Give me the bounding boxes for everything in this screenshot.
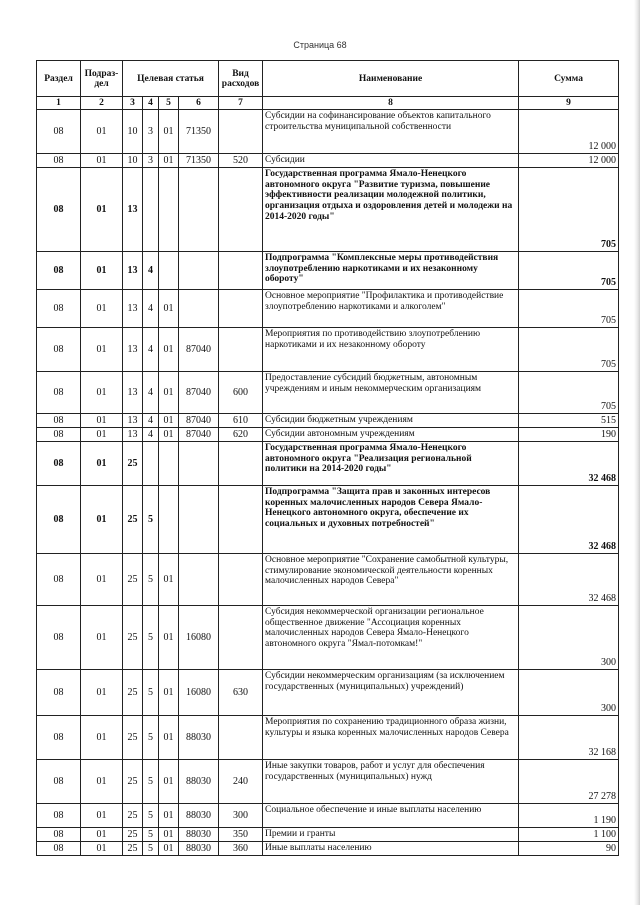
row-subprogram-code: 4: [143, 290, 159, 328]
row-subprogram-code: 4: [143, 252, 159, 290]
row-razdel: 08: [37, 804, 81, 828]
row-name: Субсидии на софинансирование объектов капитального строительства муниципальной собственности: [263, 110, 519, 154]
row-event-code: [159, 486, 179, 554]
row-sum: 1 190: [519, 804, 619, 828]
table-row: [37, 328, 619, 372]
column-number: 5: [159, 97, 179, 110]
row-name: Премии и гранты: [263, 828, 519, 842]
row-subprogram-code: 4: [143, 328, 159, 372]
row-podrazdel: 01: [81, 372, 123, 414]
row-subprogram-code: 3: [143, 110, 159, 154]
table-row: [37, 760, 619, 804]
header-sum: Сумма: [519, 61, 619, 97]
row-direction-code: 88030: [179, 716, 219, 760]
table-row: [37, 110, 619, 154]
row-razdel: 08: [37, 290, 81, 328]
row-direction-code: [179, 168, 219, 252]
row-event-code: [159, 168, 179, 252]
row-sum: 705: [519, 168, 619, 252]
row-subprogram-code: 5: [143, 760, 159, 804]
row-name: Подпрограмма "Защита прав и законных интересов коренных малочисленных народов Севера Ямало-Ненецкого автономного округа, обеспечение их социальных и духовных потребностей": [263, 486, 519, 554]
table-row: [37, 414, 619, 428]
row-direction-code: 88030: [179, 804, 219, 828]
row-razdel: 08: [37, 554, 81, 606]
row-name: Субсидии автономным учреждениям: [263, 428, 519, 442]
row-razdel: 08: [37, 328, 81, 372]
row-subprogram-code: 5: [143, 716, 159, 760]
row-sum: 705: [519, 328, 619, 372]
row-subprogram-code: 5: [143, 554, 159, 606]
row-direction-code: 71350: [179, 154, 219, 168]
row-name: Иные закупки товаров, работ и услуг для обеспечения государственных (муниципальных) нужд: [263, 760, 519, 804]
column-number: 4: [143, 97, 159, 110]
row-razdel: 08: [37, 486, 81, 554]
row-expense-type: [219, 716, 263, 760]
header-expense-type: Вид расходов: [219, 61, 263, 97]
row-name: Субсидии: [263, 154, 519, 168]
row-podrazdel: 01: [81, 716, 123, 760]
row-direction-code: 88030: [179, 760, 219, 804]
row-podrazdel: 01: [81, 110, 123, 154]
row-name: Субсидии некоммерческим организациям (за исключением государственных (муниципальных) учреждений): [263, 670, 519, 716]
row-event-code: 01: [159, 554, 179, 606]
row-razdel: 08: [37, 372, 81, 414]
row-razdel: 08: [37, 110, 81, 154]
row-razdel: 08: [37, 442, 81, 486]
row-program-code: 25: [123, 442, 143, 486]
row-name: Социальное обеспечение и иные выплаты населению: [263, 804, 519, 828]
row-direction-code: [179, 252, 219, 290]
row-expense-type: [219, 442, 263, 486]
table-row: [37, 290, 619, 328]
row-razdel: 08: [37, 716, 81, 760]
row-razdel: 08: [37, 414, 81, 428]
row-name: Субсидия некоммерческой организации региональное общественное движение "Ассоциация коренных малочисленных народов Севера Ямало-Ненецкого автономного округа "Ямал-потомкам!": [263, 606, 519, 670]
row-name: Государственная программа Ямало-Ненецкого автономного округа "Развитие туризма, повышение эффективности реализации молодежной политики, организация отдыха и оздоровления детей и молодежи на 2014-2020 годы": [263, 168, 519, 252]
row-podrazdel: 01: [81, 428, 123, 442]
row-program-code: 25: [123, 716, 143, 760]
row-podrazdel: 01: [81, 252, 123, 290]
row-name: Мероприятия по сохранению традиционного образа жизни, культуры и языка коренных малочисленных народов Севера: [263, 716, 519, 760]
row-sum: 515: [519, 414, 619, 428]
table-row: [37, 554, 619, 606]
row-podrazdel: 01: [81, 486, 123, 554]
row-sum: 705: [519, 372, 619, 414]
row-expense-type: [219, 168, 263, 252]
row-expense-type: [219, 606, 263, 670]
row-podrazdel: 01: [81, 442, 123, 486]
row-event-code: 01: [159, 110, 179, 154]
header-razdel: Раздел: [37, 61, 81, 97]
row-subprogram-code: 5: [143, 804, 159, 828]
row-event-code: 01: [159, 670, 179, 716]
row-name: Предоставление субсидий бюджетным, автономным учреждениям и иным некоммерческим организациям: [263, 372, 519, 414]
row-sum: 27 278: [519, 760, 619, 804]
row-expense-type: 240: [219, 760, 263, 804]
row-event-code: 01: [159, 606, 179, 670]
row-direction-code: 88030: [179, 828, 219, 842]
row-podrazdel: 01: [81, 804, 123, 828]
row-expense-type: 350: [219, 828, 263, 842]
row-razdel: 08: [37, 606, 81, 670]
column-number: 2: [81, 97, 123, 110]
row-program-code: 25: [123, 804, 143, 828]
row-direction-code: 87040: [179, 414, 219, 428]
row-program-code: 25: [123, 606, 143, 670]
row-sum: 190: [519, 428, 619, 442]
row-razdel: 08: [37, 428, 81, 442]
row-sum: 12 000: [519, 154, 619, 168]
row-program-code: 13: [123, 414, 143, 428]
row-podrazdel: 01: [81, 328, 123, 372]
row-subprogram-code: 5: [143, 486, 159, 554]
row-expense-type: [219, 328, 263, 372]
row-expense-type: 360: [219, 842, 263, 856]
row-expense-type: 600: [219, 372, 263, 414]
row-program-code: 13: [123, 372, 143, 414]
row-direction-code: 87040: [179, 428, 219, 442]
row-event-code: 01: [159, 328, 179, 372]
row-subprogram-code: [143, 442, 159, 486]
row-subprogram-code: 5: [143, 842, 159, 856]
header-name: Наименование: [263, 61, 519, 97]
row-program-code: 13: [123, 252, 143, 290]
row-sum: 705: [519, 290, 619, 328]
row-name: Основное мероприятие "Сохранение самобытной культуры, стимулирование экономической деятельности коренных малочисленных народов Севера": [263, 554, 519, 606]
row-subprogram-code: [143, 168, 159, 252]
row-sum: 705: [519, 252, 619, 290]
row-event-code: 01: [159, 154, 179, 168]
row-name: Субсидии бюджетным учреждениям: [263, 414, 519, 428]
row-direction-code: 71350: [179, 110, 219, 154]
row-direction-code: [179, 486, 219, 554]
row-direction-code: 87040: [179, 328, 219, 372]
row-program-code: 13: [123, 428, 143, 442]
row-program-code: 13: [123, 290, 143, 328]
row-direction-code: [179, 554, 219, 606]
table-row: [37, 372, 619, 414]
row-direction-code: 87040: [179, 372, 219, 414]
row-sum: 32 468: [519, 442, 619, 486]
table-row: [37, 252, 619, 290]
row-subprogram-code: 5: [143, 670, 159, 716]
row-name: Подпрограмма "Комплексные меры противодействия злоупотреблению наркотиками и их незаконному обороту": [263, 252, 519, 290]
row-podrazdel: 01: [81, 290, 123, 328]
row-direction-code: [179, 290, 219, 328]
row-direction-code: 16080: [179, 606, 219, 670]
column-number: 7: [219, 97, 263, 110]
row-podrazdel: 01: [81, 414, 123, 428]
row-program-code: 25: [123, 554, 143, 606]
page-header: Страница 68: [293, 40, 347, 50]
row-event-code: 01: [159, 760, 179, 804]
row-podrazdel: 01: [81, 554, 123, 606]
row-razdel: 08: [37, 252, 81, 290]
row-program-code: 10: [123, 154, 143, 168]
row-razdel: 08: [37, 154, 81, 168]
row-sum: 300: [519, 606, 619, 670]
row-program-code: 25: [123, 760, 143, 804]
table-row: [37, 428, 619, 442]
row-event-code: 01: [159, 428, 179, 442]
header-row: [37, 61, 619, 97]
row-sum: 32 468: [519, 486, 619, 554]
row-name: Основное мероприятие "Профилактика и противодействие злоупотреблению наркотиками и алкоголем": [263, 290, 519, 328]
row-expense-type: 620: [219, 428, 263, 442]
row-expense-type: 630: [219, 670, 263, 716]
header-podrazdel: Подраз-дел: [81, 61, 123, 97]
row-sum: 32 468: [519, 554, 619, 606]
row-podrazdel: 01: [81, 154, 123, 168]
row-subprogram-code: 5: [143, 606, 159, 670]
table-row: [37, 828, 619, 842]
table-row: [37, 442, 619, 486]
row-expense-type: 520: [219, 154, 263, 168]
column-number: 1: [37, 97, 81, 110]
row-expense-type: [219, 554, 263, 606]
table-row: [37, 804, 619, 828]
table-row: [37, 606, 619, 670]
column-number: 9: [519, 97, 619, 110]
row-name: Государственная программа Ямало-Ненецкого автономного округа "Реализация региональной политики на 2014-2020 годы": [263, 442, 519, 486]
row-expense-type: [219, 110, 263, 154]
budget-table: [36, 60, 619, 856]
row-sum: 1 100: [519, 828, 619, 842]
row-sum: 90: [519, 842, 619, 856]
row-sum: 12 000: [519, 110, 619, 154]
row-podrazdel: 01: [81, 760, 123, 804]
table-body: [37, 110, 619, 856]
row-event-code: 01: [159, 414, 179, 428]
row-event-code: 01: [159, 290, 179, 328]
row-expense-type: [219, 290, 263, 328]
row-subprogram-code: 4: [143, 372, 159, 414]
row-podrazdel: 01: [81, 828, 123, 842]
row-event-code: 01: [159, 842, 179, 856]
table-row: [37, 716, 619, 760]
row-event-code: 01: [159, 716, 179, 760]
row-razdel: 08: [37, 842, 81, 856]
row-program-code: 10: [123, 110, 143, 154]
scan-shadow-edge: [634, 0, 640, 905]
row-sum: 32 168: [519, 716, 619, 760]
row-expense-type: [219, 486, 263, 554]
table-row: [37, 670, 619, 716]
row-name: Мероприятия по противодействию злоупотреблению наркотиками и их незаконному обороту: [263, 328, 519, 372]
row-razdel: 08: [37, 828, 81, 842]
column-number: 8: [263, 97, 519, 110]
row-podrazdel: 01: [81, 606, 123, 670]
row-event-code: [159, 252, 179, 290]
row-razdel: 08: [37, 760, 81, 804]
column-number: 3: [123, 97, 143, 110]
row-razdel: 08: [37, 670, 81, 716]
column-number: 6: [179, 97, 219, 110]
row-program-code: 13: [123, 168, 143, 252]
table-row: [37, 842, 619, 856]
row-expense-type: [219, 252, 263, 290]
table-row: [37, 168, 619, 252]
row-event-code: 01: [159, 828, 179, 842]
row-event-code: 01: [159, 804, 179, 828]
row-razdel: 08: [37, 168, 81, 252]
row-program-code: 25: [123, 828, 143, 842]
table-row: [37, 486, 619, 554]
row-program-code: 25: [123, 486, 143, 554]
row-expense-type: 300: [219, 804, 263, 828]
row-event-code: 01: [159, 372, 179, 414]
row-podrazdel: 01: [81, 842, 123, 856]
row-subprogram-code: 4: [143, 414, 159, 428]
header-target-article: Целевая статья: [123, 61, 219, 97]
row-subprogram-code: 5: [143, 828, 159, 842]
row-direction-code: [179, 442, 219, 486]
row-expense-type: 610: [219, 414, 263, 428]
row-name: Иные выплаты населению: [263, 842, 519, 856]
row-direction-code: 16080: [179, 670, 219, 716]
row-direction-code: 88030: [179, 842, 219, 856]
row-event-code: [159, 442, 179, 486]
column-numbers-row: [37, 97, 619, 110]
row-sum: 300: [519, 670, 619, 716]
table-row: [37, 154, 619, 168]
row-podrazdel: 01: [81, 670, 123, 716]
row-subprogram-code: 4: [143, 428, 159, 442]
row-program-code: 13: [123, 328, 143, 372]
row-program-code: 25: [123, 670, 143, 716]
row-subprogram-code: 3: [143, 154, 159, 168]
row-program-code: 25: [123, 842, 143, 856]
row-podrazdel: 01: [81, 168, 123, 252]
